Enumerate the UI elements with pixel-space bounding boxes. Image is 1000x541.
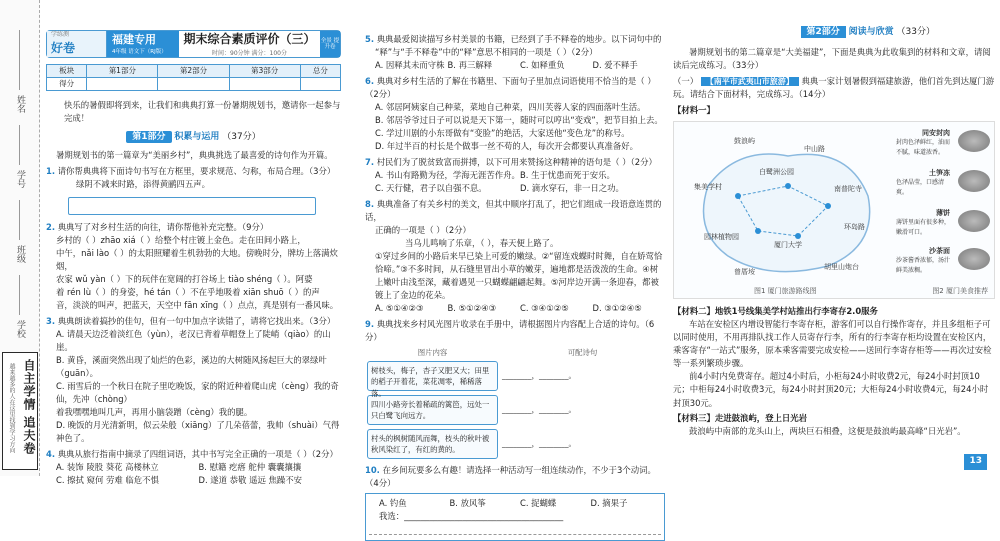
option[interactable]: C. 雨雪后的一个秋日在院子里吃晚饭，家的附近种着爬山虎（cèng）我的奇仙，先冲（chòng） — [56, 381, 339, 405]
option[interactable]: D. 爱不释手 — [592, 60, 638, 71]
question-text-cont: “释”与“手不释卷”中的“释”意思不相同的一项是（ ）（2分） — [375, 47, 598, 58]
part1-lead: 暑期规划书的第一篇章为“美丽乡村”，典典挑选了最喜爱的诗句作为开篇。 — [56, 149, 333, 160]
divider — [19, 275, 20, 315]
question-7 — [365, 156, 665, 195]
binding-strip — [0, 0, 40, 476]
material3-title: 【材料三】走进鼓浪屿，登上日光岩 — [673, 412, 807, 423]
map-node: 环岛路 — [844, 223, 865, 232]
question-number: 3. — [46, 316, 56, 327]
pinyin-line[interactable]: 着 rén lù（ ）的身姿，hé tán（ ）不在乎地吸着 xiān shuō（ ）的声 — [56, 287, 320, 298]
page-number: 13 — [964, 454, 987, 470]
question-8 — [365, 198, 665, 315]
part2-num: 第2部分 — [801, 26, 846, 38]
option-row — [365, 169, 665, 182]
question-text: 典典写了对乡村生活的向往，请你帮他补充完整。（9分） — [57, 222, 269, 233]
option[interactable]: A. 书山有路勤为径，学海无涯苦作舟。 — [375, 170, 520, 181]
writing-box[interactable] — [68, 197, 316, 215]
option[interactable]: A. 请晨天边泛着淡红色（yùn），老汉已背着草帽登上了陡峭（qiào）的山崖。 — [56, 329, 331, 353]
option[interactable]: C. 捉蝴蝶 — [520, 497, 557, 508]
exam-title-block — [179, 30, 320, 58]
question-text: 典典对乡村生活的了解在书籍里、下面句子里加点词语使用不恰当的是（ ）（2分） — [365, 76, 656, 100]
map-node: 白鹭洲公园 — [759, 168, 794, 177]
pinyin-line[interactable]: 中午，nǎi lào（ ）的太阳照耀着生机勃勃的大地。傍晚时分，牌坊上落满炊烟， — [56, 248, 338, 272]
score-input[interactable] — [87, 78, 158, 91]
map-node: 胡里山炮台 — [824, 263, 859, 272]
pinyin-line[interactable]: 音，淡淡的叫声，把蓝天，天空中 fān xīng（ ）点点，真是别有一番风味。 — [56, 300, 339, 311]
reading1-tag: 【南平市武夷山市旅游】 — [701, 77, 799, 86]
part1-score: （37分） — [222, 132, 261, 143]
material2-title: 【材料二】地铁1号线集美学村站推出行李寄存2.0服务 — [673, 306, 878, 317]
poem-line: 绿阴不减来时路，添得黄鹂四五声。 — [76, 179, 210, 189]
question-number: 1. — [46, 165, 56, 176]
exam-title: 期末综合素质评价（三） — [183, 32, 316, 47]
score-cell: 第3部分 — [229, 65, 300, 78]
food-name: 土笋冻 — [929, 169, 950, 178]
score-cell: 得分 — [47, 78, 87, 91]
table-header — [365, 347, 665, 358]
option[interactable]: D. 年过半百的村长是个做事一丝不苟的人，每次开会都要认真准备好。 — [375, 141, 639, 152]
question-number: 5. — [365, 34, 375, 44]
part1-title: 积累与运用 — [174, 132, 220, 143]
score-cell: 第2部分 — [158, 65, 229, 78]
logo-sub: 学练测 — [51, 31, 70, 39]
option[interactable]: B. 放风筝 — [449, 497, 486, 508]
option[interactable]: A. ⑤①④②③ — [375, 303, 424, 314]
picture-description: 村头的枫树随风而舞，枝头的秋叶被秋风染红了，有红的黄的。 — [367, 429, 498, 459]
question-6 — [365, 75, 665, 153]
part2-title: 阅读与欣赏 — [848, 27, 894, 37]
score-value-row — [47, 78, 341, 91]
option-row — [46, 461, 341, 474]
answer-cell[interactable]: ________，________。 — [502, 405, 576, 415]
food-photo-icon — [958, 130, 990, 152]
option[interactable]: A. 装饰 陵股 葵花 高楼林立 — [56, 462, 159, 473]
score-table — [46, 64, 341, 91]
option[interactable]: C. 天行健，君子以自强不息。 — [375, 183, 487, 194]
question-number: 2. — [46, 222, 56, 233]
option[interactable]: B. 生于忧患而死于安乐。 — [520, 170, 615, 181]
question-number: 7. — [365, 157, 375, 168]
food-photo-icon — [958, 210, 990, 232]
option-row — [365, 182, 665, 195]
region-badge — [107, 31, 179, 57]
question-4 — [46, 448, 341, 487]
food-desc: 薄饼里面有很多种，嫩滑可口。 — [896, 219, 951, 236]
option-row — [369, 497, 661, 510]
label-school: 学校 — [15, 320, 25, 338]
table-row — [365, 393, 665, 427]
option[interactable]: D. 摘果子 — [590, 497, 628, 508]
material2-body: 车站在安检区内增设智能行李寄存柜，游客们可以自行操作寄存，并且多组柜子可以同时使用，不用再排队找工作人员寄存行李，所有的行李寄存柜均设置在安检区内，乘客寄存“一站式”服务，原本乘客需要完成安检——送回行李寄存柜等——再次过安检等一系列繁琐步骤。 — [673, 319, 992, 369]
part1-heading — [46, 131, 341, 145]
intro-text: 快乐的暑假即将到来，让我们和典典打算一份暑期规划书，邀请你一起参与完成！ — [64, 100, 341, 124]
material3-body: 鼓浪屿中南部的龙头山上，两块巨石相叠，这便是鼓浪屿最高峰“日光岩”。 — [689, 425, 966, 436]
option[interactable]: C. 如释重负 — [520, 60, 565, 71]
option[interactable]: B. 邻居爷爷过日子可以说是天下第一，随时可以哼出“变戏”，把节目拍上去。 — [375, 115, 663, 126]
option[interactable]: C. 学过川剧的小东哥做有“变脸”的绝活，大家送他“变色龙”的称号。 — [375, 128, 630, 139]
picture-description: 四川小路旁长着稀疏的篱笆，远处一只白鹭飞向远方。 — [367, 395, 498, 425]
material1-title: 【材料一】 — [673, 105, 715, 116]
pinyin-line[interactable]: 乡村的（ ）zhāo xiá（ ）给整个村庄镀上金色。走在田间小路上， — [56, 235, 306, 246]
food-desc: 沙茶酱香浓郁，汤汁鲜美浓稠。 — [896, 257, 951, 274]
question-text: 在乡间玩要多么有趣！请选择一种活动写一组连续动作，不少于3个动词。（4分） — [365, 464, 656, 488]
question-1 — [46, 165, 341, 215]
option[interactable]: A. 邻居阿姨家自己种菜，菜地自己种菜，四川芙蓉人家的四面落叶生活。 — [375, 102, 646, 113]
table-row — [365, 359, 665, 393]
option-row — [365, 59, 665, 72]
picture-poem-table — [365, 347, 665, 460]
activity-box — [365, 493, 665, 541]
part2-lead: 暑期规划书的第二篇章是“大美福建”，下面是典典为此收集到的材料和文章，请阅读后完成练习。（33分） — [673, 46, 991, 70]
question-text: 请你帮典典将下面诗句书写在方框里，要求规范、匀称，布局合理。（3分） — [57, 165, 336, 176]
label-class: 班级 — [15, 245, 25, 263]
answer-cell[interactable]: ________，________。 — [502, 371, 576, 381]
option-row — [46, 474, 341, 487]
food-caption: 图2 厦门美食推荐 — [932, 286, 988, 295]
option[interactable]: D. ③①②④⑤ — [592, 303, 642, 314]
food-name: 沙茶面 — [929, 247, 950, 256]
picture-cell — [365, 359, 500, 398]
logo — [47, 31, 107, 57]
option[interactable]: C. 擦拭 窥何 劳难 临危不惧 — [56, 475, 159, 486]
part2-heading — [673, 26, 995, 40]
question-text: 典典最爱阅读描写乡村美景的书籍，已经到了手不释卷的地步。以下词句中的 — [376, 34, 662, 44]
option[interactable]: B. ⑤①②④③ — [447, 303, 497, 314]
page-middle — [365, 0, 665, 521]
part2-score: （33分） — [896, 27, 935, 37]
material2-fee: 前4小时内免费寄存。超过4小时后，小柜每24小时收费2元，每24小时封顶10元；中柜每24小时收费3元，每24小时封顶20元；大柜每24小时收费4元，每24小时封顶30元。 — [673, 371, 989, 408]
page-right — [673, 0, 995, 476]
question-text: 典典准备了有关乡村的美文，但其中顺序打乱了，把它们组成一段语意连贯的话， — [365, 199, 662, 223]
option[interactable]: B. 慰籍 疙瘩 舵仲 囊囊攘攘 — [198, 462, 302, 473]
picture-cell — [365, 427, 500, 461]
option-row — [365, 302, 665, 315]
question-text-cont: 正确的一项是（ ）（2分） — [375, 225, 471, 236]
divider — [19, 30, 20, 90]
score-cell: 板块 — [47, 65, 87, 78]
question-number: 4. — [46, 449, 56, 460]
question-3 — [46, 315, 341, 445]
food-name: 同安封肉 — [922, 129, 950, 138]
score-input[interactable] — [158, 78, 229, 91]
exam-header — [46, 30, 341, 58]
question-number: 9. — [365, 319, 375, 330]
pinyin-line[interactable]: 农家 wǔ yàn（ ）下的玩伴在宽阔的打谷场上 tiào shéng（ ）。阿婆 — [56, 274, 313, 285]
xiamen-map — [673, 121, 995, 299]
question-text: 典典找来乡村风光图片收录在手册中，请根据图片内容配上合适的诗句。（6分） — [365, 319, 655, 343]
option[interactable]: A. 钓鱼 — [379, 497, 407, 508]
choose-line[interactable]: 我选：______________________________________ — [379, 510, 564, 521]
label-name: 姓名 — [15, 95, 25, 113]
map-node: 南普陀寺 — [834, 185, 862, 194]
reading1-label: （一） — [673, 75, 699, 86]
brand-box — [2, 352, 38, 470]
score-header-row — [47, 65, 341, 78]
region-label: 福建专用 — [112, 33, 156, 47]
food-name: 薄饼 — [936, 209, 950, 218]
answer-line[interactable] — [369, 525, 661, 535]
reading1-text: 典典一家计划暑假到福建旅游，他们首先到达厦门游玩。请结合下面材料，完成练习。（14分） — [673, 75, 995, 100]
question-text: 典典从旅行指南中摘录了四组词语，其中书写完全正确的一项是（ ）（2分） — [57, 449, 338, 460]
option[interactable]: D. 滴水穿石，非一日之功。 — [520, 183, 624, 194]
map-node: 曾厝垵 — [734, 268, 755, 277]
corner-tag: 全景 提升卷 — [320, 31, 340, 57]
option[interactable]: D. 晚饭的月光清新明，似云朵般（xiāng）了几朵蓓蕾，我帅（shuài）气得神色了。 — [56, 420, 340, 444]
grade-label: 4年级 语文下（RJ版） — [112, 49, 167, 56]
lead-sentence: 当乌儿鸣响了乐章，（ ），春天便上路了。 — [405, 238, 559, 249]
score-cell: 总分 — [300, 65, 340, 78]
food-photo-icon — [958, 248, 990, 270]
brand-title: 自主学情 追夫卷 — [22, 359, 36, 456]
option[interactable]: A. 因释其未而守株 — [375, 60, 445, 71]
question-number: 10. — [365, 464, 380, 475]
question-number: 6. — [365, 76, 375, 87]
part1-num: 第1部分 — [126, 131, 171, 143]
option[interactable]: B. 黄昏，溪面突然出现了灿烂的色彩，溪边的大树随风扬起巨大的翠绿叶（guān）。 — [56, 355, 327, 379]
question-5 — [365, 33, 665, 72]
food-desc: 色泽晶莹，口感清爽。 — [896, 179, 945, 196]
picture-description: 树枝头，梅子，杏子又肥又大；田里的稻子开着花，菜花凋零，稀稀落落。 — [367, 361, 498, 391]
question-text: 村民们为了脱贫致富而拼搏，以下可用来赞扬这种精神的语句是（ ）（2分） — [376, 157, 657, 168]
map-node: 园林植物园 — [704, 233, 739, 242]
page-left — [46, 0, 341, 486]
map-node: 厦门大学 — [774, 241, 802, 250]
table-row — [365, 427, 665, 461]
divider — [19, 200, 20, 240]
food-desc: 封肉色泽鲜红，油而不腻，味道浓香。 — [896, 139, 951, 156]
column-header: 图片内容 — [417, 348, 448, 358]
food-photo-icon — [958, 170, 990, 192]
question-2 — [46, 221, 341, 312]
score-input[interactable] — [229, 78, 300, 91]
question-text: 典典朗读着搞抄的佳句，但有一句中加点字读错了，请将它找出来。（3分） — [57, 316, 336, 327]
logo-main: 好卷 — [51, 41, 76, 56]
option: 着我嘿嘿地叫几声，再用小脑袋蹭（cèng）我的腿。 — [56, 407, 253, 418]
reading1-intro — [673, 75, 995, 101]
divider — [19, 125, 20, 165]
map-node: 集美学村 — [694, 183, 722, 192]
score-cell: 第1部分 — [87, 65, 158, 78]
map-caption: 图1 厦门旅游路线图 — [754, 286, 817, 295]
question-number: 8. — [365, 199, 375, 210]
option[interactable]: C. ③④①②⑤ — [520, 303, 569, 314]
exam-meta: 时间：90分钟 满分：100分 — [212, 49, 287, 57]
question-10 — [365, 464, 665, 541]
label-id: 学号 — [15, 170, 25, 188]
question-9 — [365, 318, 665, 461]
map-node: 中山路 — [804, 145, 825, 154]
option[interactable]: D. 遂道 恭敬 遥远 焦躁不安 — [198, 475, 303, 486]
sentence-items: ①穿过乡间的小路后来早已染上可爱的嫩绿。②“留连戏蝶时时舞，自在娇莺恰恰啼。”③不多时间，从石缝里冒出小草的嫩芽，遍地都是活泼泼的生命。④树上嫩叶由浅至深，藏着遇见一只蝴蝶翩翩起舞。⑤河岸边开满一条迎春，都被镀上了金边的花朵。 — [375, 251, 663, 301]
map-node: 鼓浪屿 — [734, 137, 755, 146]
option[interactable]: B. 再三解释 — [447, 60, 493, 71]
answer-cell[interactable]: ________，________。 — [502, 439, 576, 449]
brand-subtitle: 越来越多的人在这里找到学习方向 — [8, 363, 15, 453]
column-header: 可配诗句 — [567, 348, 598, 358]
score-input[interactable] — [300, 78, 340, 91]
